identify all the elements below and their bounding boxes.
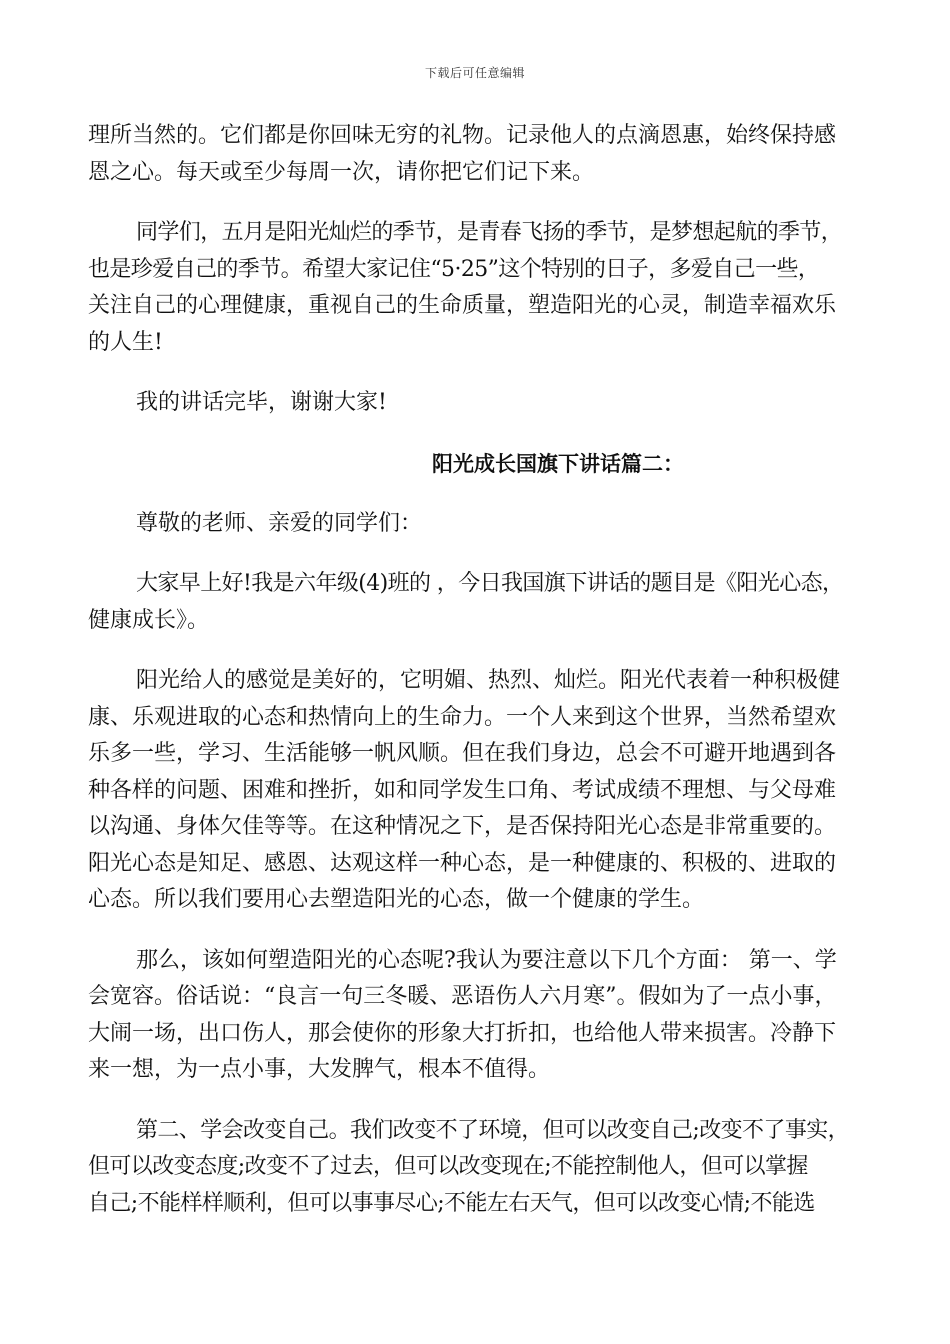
text-line: 也是珍爱自己的季节。希望大家记住“5·25”这个特别的日子，多爱自己一些， [88, 256, 820, 282]
text-line: 健康成长》。 [88, 607, 210, 633]
text-line: 以沟通、身体欠佳等等。在这种情况之下，是否保持阳光心态是非常重要的。 [88, 814, 837, 839]
text-line: 阳光心态是知足、感恩、达观这样一种心态，是一种健康的、积极的、进取的 [88, 850, 837, 876]
text-line: 但可以改变态度;改变不了过去，但可以改变现在;不能控制他人，但可以掌握 [88, 1154, 808, 1179]
paragraph-may-season [88, 215, 868, 361]
text-line: 恩之心。每天或至少每周一次，请你把它们记下来。 [88, 159, 595, 185]
text-line: 种各样的问题、困难和挫折，如和同学发生口角、考试成绩不理想、与父母难 [88, 777, 837, 803]
text-line: 心态。所以我们要用心去塑造阳光的心态，做一个健康的学生。 [88, 887, 705, 912]
text-line: 我的讲话完毕，谢谢大家! [136, 390, 387, 415]
document-body [88, 118, 868, 1246]
text-line: 理所当然的。它们都是你回味无穷的礼物。记录他人的点滴恩惠，始终保持感 [88, 123, 837, 148]
paragraph-closing [88, 385, 868, 422]
text-line: 大家早上好!我是六年级(4)班的 ，今日我国旗下讲话的题目是《阳光心态， [136, 571, 844, 596]
text-line: 乐多一些，学习、生活能够一帆风顺。但在我们身边，总会不可避开地遇到各 [88, 741, 837, 766]
section-heading: 阳光成长国旗下讲话篇二： [432, 451, 684, 476]
text-line: 康、乐观进取的心态和热情向上的生命力。一个人来到这个世界，当然希望欢 [88, 704, 837, 730]
paragraph-gratitude-end [88, 118, 868, 191]
text-line: 那么，该如何塑造阳光的心态呢?我认为要注意以下几个方面： 第一、学 [136, 947, 837, 973]
paragraph-greeting [88, 566, 868, 639]
paragraph-sunshine-mindset [88, 663, 868, 919]
text-line: 尊敬的老师、亲爱的同学们： [136, 510, 423, 536]
text-line: 大闹一场，出口伤人，那会使你的形象大打折扣，也给他人带来损害。冷静下 [88, 1020, 837, 1046]
text-line: 同学们，五月是阳光灿烂的季节，是青春飞扬的季节，是梦想起航的季节， [136, 220, 843, 245]
text-line: 自己;不能样样顺利，但可以事事尽心;不能左右天气，但可以改变心情;不能选 [88, 1190, 815, 1216]
paragraph-change-yourself [88, 1113, 868, 1223]
paragraph-salutation [88, 506, 868, 543]
page-header: 下载后可任意编辑 [424, 66, 525, 80]
text-line: 的人生! [88, 329, 163, 355]
text-line: 阳光给人的感觉是美好的，它明媚、热烈、灿烂。阳光代表着一种积极健 [136, 668, 841, 693]
text-line: 关注自己的心理健康，重视自己的生命质量，塑造阳光的心灵，制造幸福欢乐 [88, 293, 837, 318]
text-line: 来一想，为一点小事，大发脾气，根本不值得。 [88, 1057, 551, 1082]
text-line: 第二、学会改变自己。我们改变不了环境，但可以改变自己;改变不了事实， [136, 1117, 850, 1143]
paragraph-tolerance [88, 943, 868, 1089]
text-line: 会宽容。俗话说：“良言一句三冬暖、恶语伤人六月寒”。假如为了一点小事， [88, 984, 837, 1009]
